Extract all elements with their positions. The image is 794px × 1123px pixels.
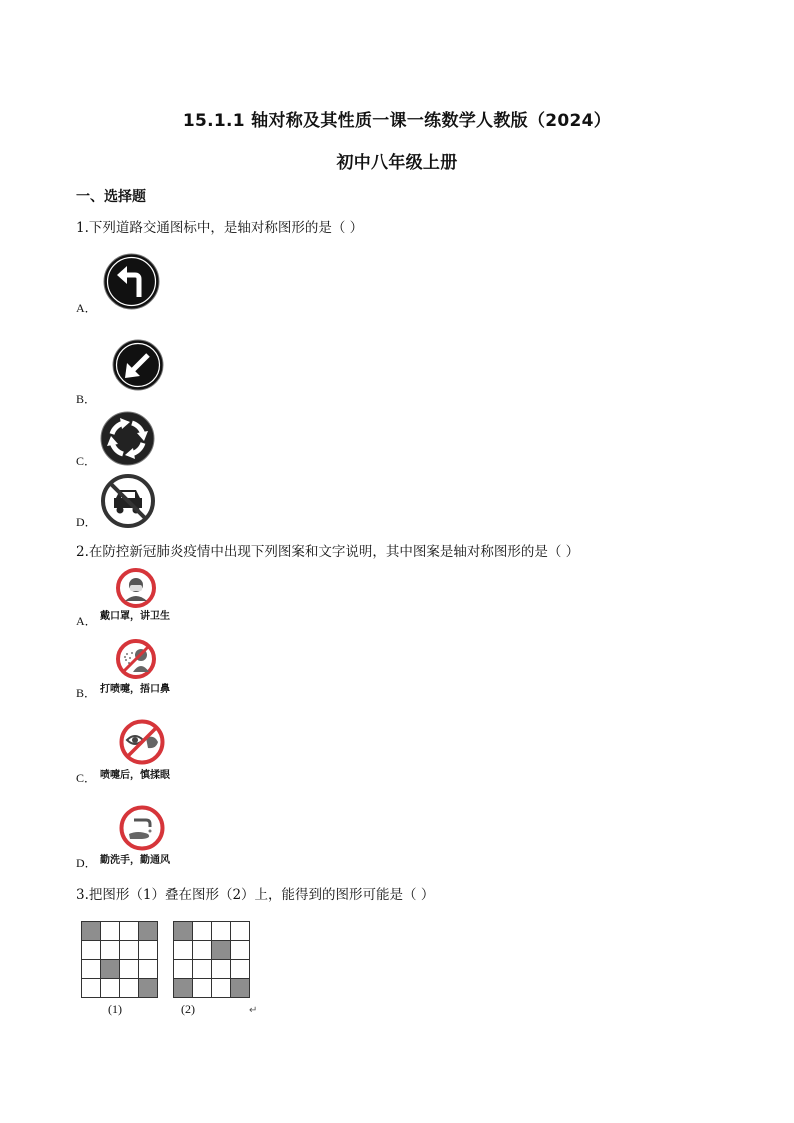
- q1-option-d-label: D．: [76, 515, 97, 529]
- q1-option-a-label: A．: [76, 301, 97, 315]
- hand-washing-icon: [118, 804, 166, 852]
- q1-option-c-label: C．: [76, 454, 97, 468]
- q2-option-a-label: A．: [76, 614, 97, 628]
- grid-figure-1: [81, 921, 158, 998]
- q2-caption-b: 打喷嚏，捂口鼻: [100, 684, 170, 695]
- paragraph-return-mark: ↵: [249, 1005, 258, 1016]
- q2-caption-d: 勤洗手，勤通风: [100, 855, 170, 866]
- q1-option-b-label: B．: [76, 392, 97, 406]
- document-title: 15.1.1 轴对称及其性质一课一练数学人教版（2024）: [182, 111, 612, 131]
- roundabout-sign-icon: [100, 411, 155, 466]
- sneeze-cover-icon: [115, 638, 157, 680]
- section-heading: 一、选择题: [76, 189, 146, 205]
- document-subtitle: 初中八年级上册: [336, 153, 458, 173]
- no-eye-rubbing-icon: [118, 718, 166, 766]
- q2-option-c-label: C．: [76, 771, 97, 785]
- mask-person-icon: [115, 567, 157, 609]
- question-3-text: 3.把图形（1）叠在图形（2）上，能得到的图形可能是（ ）: [76, 887, 435, 903]
- left-turn-sign-icon: [103, 253, 160, 310]
- grid-label-1: (1): [108, 1002, 122, 1016]
- grid-figure-2: [173, 921, 250, 998]
- down-left-arrow-sign-icon: [112, 339, 164, 391]
- question-1-text: 1.下列道路交通图标中，是轴对称图形的是（ ）: [76, 220, 364, 236]
- q2-option-b-label: B．: [76, 686, 97, 700]
- q2-option-d-label: D．: [76, 856, 97, 870]
- q2-caption-c: 喷嚏后，慎揉眼: [100, 770, 170, 781]
- q2-caption-a: 戴口罩，讲卫生: [100, 611, 170, 622]
- question-2-text: 2.在防控新冠肺炎疫情中出现下列图案和文字说明，其中图案是轴对称图形的是（ ）: [76, 544, 580, 560]
- grid-label-2: (2): [181, 1002, 195, 1016]
- no-cars-sign-icon: [101, 474, 155, 528]
